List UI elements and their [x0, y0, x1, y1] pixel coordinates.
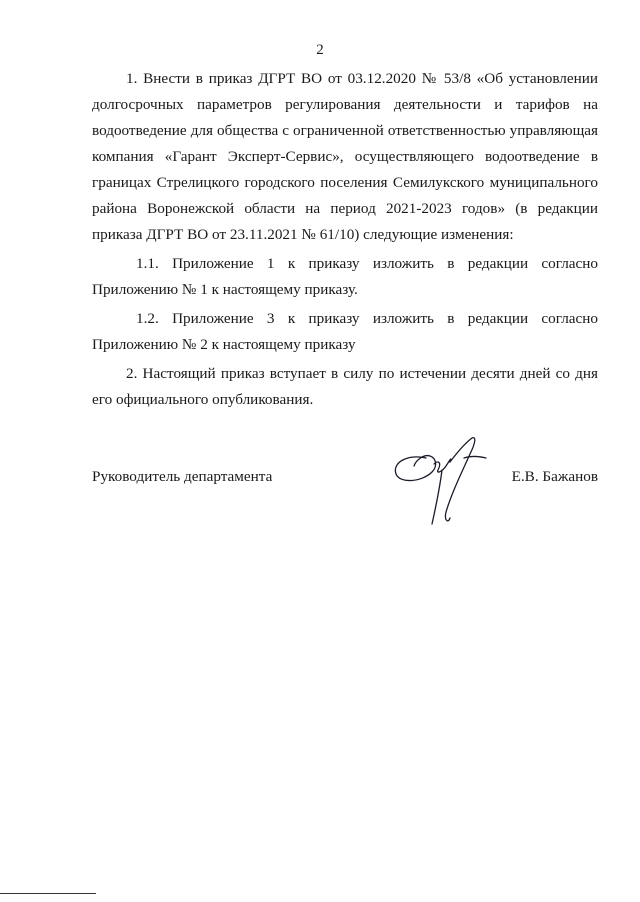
signer-title: Руководитель департамента: [92, 468, 273, 485]
paragraph-1-1: 1.1. Приложение 1 к приказу изложить в редакции согласно Приложению № 1 к настоящему приказу.: [92, 255, 598, 298]
paragraph-1: 1. Внести в приказ ДГРТ ВО от 03.12.2020 № 53/8 «Об установлении долгосрочных параметров регулирования деятельности и тарифов на водоотведение для общества с ограниченной ответственностью управляющая компания «Гарант Эксперт-Сервис», осуществляющего водоотведение в границах Стрелицкого городского поселения Семилукского муниципального района Воронежской области на период 2021-2023 годов» (в редакции приказа ДГРТ ВО от 23.11.2021 № 61/10) следующие изменения:: [92, 70, 598, 243]
page-number: 2: [316, 42, 324, 58]
signer-name: Е.В. Бажанов: [511, 468, 598, 485]
document-body: [92, 66, 598, 413]
signature-block: [92, 466, 598, 496]
paragraph-1-2: 1.2. Приложение 3 к приказу изложить в редакции согласно Приложению № 2 к настоящему приказу: [92, 310, 598, 353]
handwritten-signature: [386, 428, 496, 538]
footer-rule: [0, 893, 96, 894]
paragraph-2: 2. Настоящий приказ вступает в силу по истечении десяти дней со дня его официального опубликования.: [92, 365, 598, 408]
